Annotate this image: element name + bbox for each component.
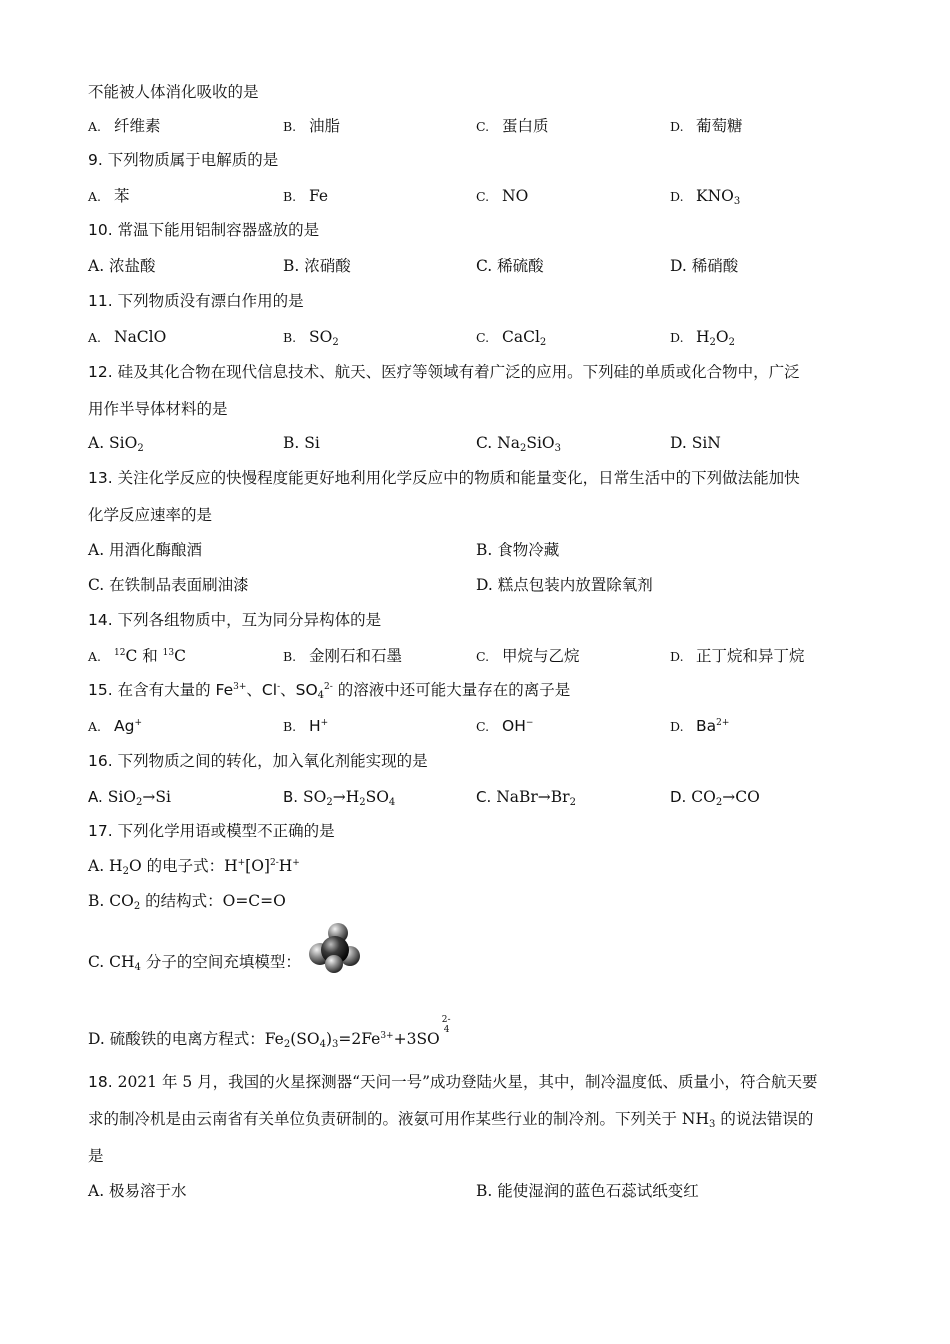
q15-option-a[interactable]: A. Ag+ <box>88 717 142 735</box>
q10-option-a[interactable]: A. 浓盐酸 <box>88 257 156 275</box>
q12-option-a[interactable]: A. SiO$_2$ <box>88 434 144 454</box>
q16-option-c[interactable]: C. $NaBr\to Br_2$ <box>476 788 576 808</box>
q9-option-b[interactable]: B. Fe <box>283 187 329 205</box>
q9-option-a[interactable]: A. 苯 <box>88 187 130 205</box>
q13-option-d[interactable]: D. 糕点包装内放置除氧剂 <box>476 576 653 594</box>
question-9-options <box>88 185 868 207</box>
q11-option-b[interactable]: B. $SO_2$ <box>283 328 339 348</box>
q12-option-c[interactable]: C. $Na_2SiO_3$ <box>476 434 562 454</box>
q13-option-c[interactable]: C. 在铁制品表面刷油漆 <box>88 576 249 594</box>
q10-option-d[interactable]: D. 稀硝酸 <box>670 257 739 275</box>
methane-space-filling-model-icon <box>306 922 362 974</box>
q13-option-a[interactable]: A. 用酒化酶酿酒 <box>88 541 203 559</box>
q8-option-a[interactable]: A. 纤维素 <box>88 117 161 135</box>
q15-option-d[interactable]: D. $Ba^{2+}$ <box>670 717 730 735</box>
q9-option-d[interactable]: D. $KNO_3$ <box>670 187 741 207</box>
q11-option-c[interactable]: C. CaCl$_2$ <box>476 328 547 348</box>
q10-option-c[interactable]: C. 稀硫酸 <box>476 257 544 275</box>
q15-option-c[interactable]: C. OH− <box>476 717 534 735</box>
question-14-options <box>88 645 868 667</box>
q17-option-d[interactable]: D. 硫酸铁的电离方程式：$Fe_2(SO_4)_3=2Fe^{3+}+3SO$ 2- 4 <box>88 1024 454 1049</box>
question-10-stem: 10. 常温下能用铝制容器盛放的是 <box>88 221 320 239</box>
question-10-options <box>88 255 868 277</box>
q8-option-b[interactable]: B. 油脂 <box>283 117 341 135</box>
question-18-stem-line2: 求的制冷机是由云南省有关单位负责研制的。液氨可用作某些行业的制冷剂。下列关于 $NH_3$ 的说法错误的 <box>88 1110 814 1130</box>
q8-option-d[interactable]: D. 葡萄糖 <box>670 117 743 135</box>
q14-option-b[interactable]: B. 金刚石和石墨 <box>283 647 403 665</box>
q12-option-b[interactable]: B. Si <box>283 434 320 452</box>
question-16-stem: 16. 下列物质之间的转化，加入氧化剂能实现的是 <box>88 752 428 770</box>
question-8-options <box>88 115 868 137</box>
question-15-options <box>88 715 868 737</box>
q11-option-d[interactable]: D. $H_2O_2$ <box>670 328 735 348</box>
q10-option-b[interactable]: B. 浓硝酸 <box>283 257 351 275</box>
q14-option-a[interactable]: A. $^{12}$C 和 $^{13}$C <box>88 647 186 665</box>
question-11-stem: 11. 下列物质没有漂白作用的是 <box>88 292 304 310</box>
q12-option-d[interactable]: D. SiN <box>670 434 721 452</box>
q17-option-a[interactable]: A. $H_2O$ 的电子式：$H^+[O]^{2-}H^+$ <box>88 857 300 877</box>
q17-option-c[interactable]: C. $CH_4$ 分子的空间充填模型： <box>88 953 301 973</box>
q18-option-a[interactable]: A. 极易溶于水 <box>88 1182 187 1200</box>
sulfate-charge-stack: 2- 4 <box>441 1015 451 1035</box>
question-11-options <box>88 326 868 348</box>
q16-option-b[interactable]: B. $SO_2\to H_2SO_4$ <box>283 788 396 808</box>
q17-option-b[interactable]: B. $CO_2$ 的结构式：O=C=O <box>88 892 286 912</box>
q14-option-d[interactable]: D. 正丁烷和异丁烷 <box>670 647 805 665</box>
question-14-stem: 14. 下列各组物质中，互为同分异构体的是 <box>88 611 382 629</box>
question-12-stem-line2: 用作半导体材料的是 <box>88 400 228 418</box>
question-12-stem: 12. 硅及其化合物在现代信息技术、航天、医疗等领域有着广泛的应用。下列硅的单质或化合物中，广泛 <box>88 363 800 381</box>
question-18-stem: 18. 2021 年 5 月，我国的火星探测器“天问一号”成功登陆火星，其中，制冷温度低、质量小，符合航天要 <box>88 1073 818 1091</box>
q8-option-c[interactable]: C. 蛋白质 <box>476 117 549 135</box>
question-13-stem-line2: 化学反应速率的是 <box>88 506 213 524</box>
question-16-options <box>88 786 868 808</box>
q11-option-a[interactable]: A. NaClO <box>88 328 167 346</box>
q9-option-c[interactable]: C. NO <box>476 187 529 205</box>
question-13-options-row2 <box>88 574 868 596</box>
question-17-stem: 17. 下列化学用语或模型不正确的是 <box>88 822 335 840</box>
q16-option-d[interactable]: D. $CO_2\to CO$ <box>670 788 760 808</box>
question-15-stem: 15. 在含有大量的 $Fe^{3+}$、Cl-、$SO_4^{2-}$ 的溶液中还可能大量存在的离子是 <box>88 681 571 701</box>
question-12-options <box>88 432 868 454</box>
question-18-options <box>88 1180 868 1202</box>
question-18-stem-line3: 是 <box>88 1147 104 1165</box>
q14-option-c[interactable]: C. 甲烷与乙烷 <box>476 647 580 665</box>
question-13-options-row1 <box>88 539 868 561</box>
question-13-stem: 13. 关注化学反应的快慢程度能更好地利用化学反应中的物质和能量变化，日常生活中的下列做法能加快 <box>88 469 800 487</box>
q13-option-b[interactable]: B. 食物冷藏 <box>476 541 560 559</box>
q18-option-b[interactable]: B. 能使湿润的蓝色石蕊试纸变红 <box>476 1182 699 1200</box>
question-9-stem: 9. 下列物质属于电解质的是 <box>88 151 279 169</box>
q15-option-b[interactable]: B. H+ <box>283 717 329 735</box>
question-8-stem-tail: 不能被人体消化吸收的是 <box>88 83 259 101</box>
q16-option-a[interactable]: A. SiO$_2$→Si <box>88 788 171 808</box>
